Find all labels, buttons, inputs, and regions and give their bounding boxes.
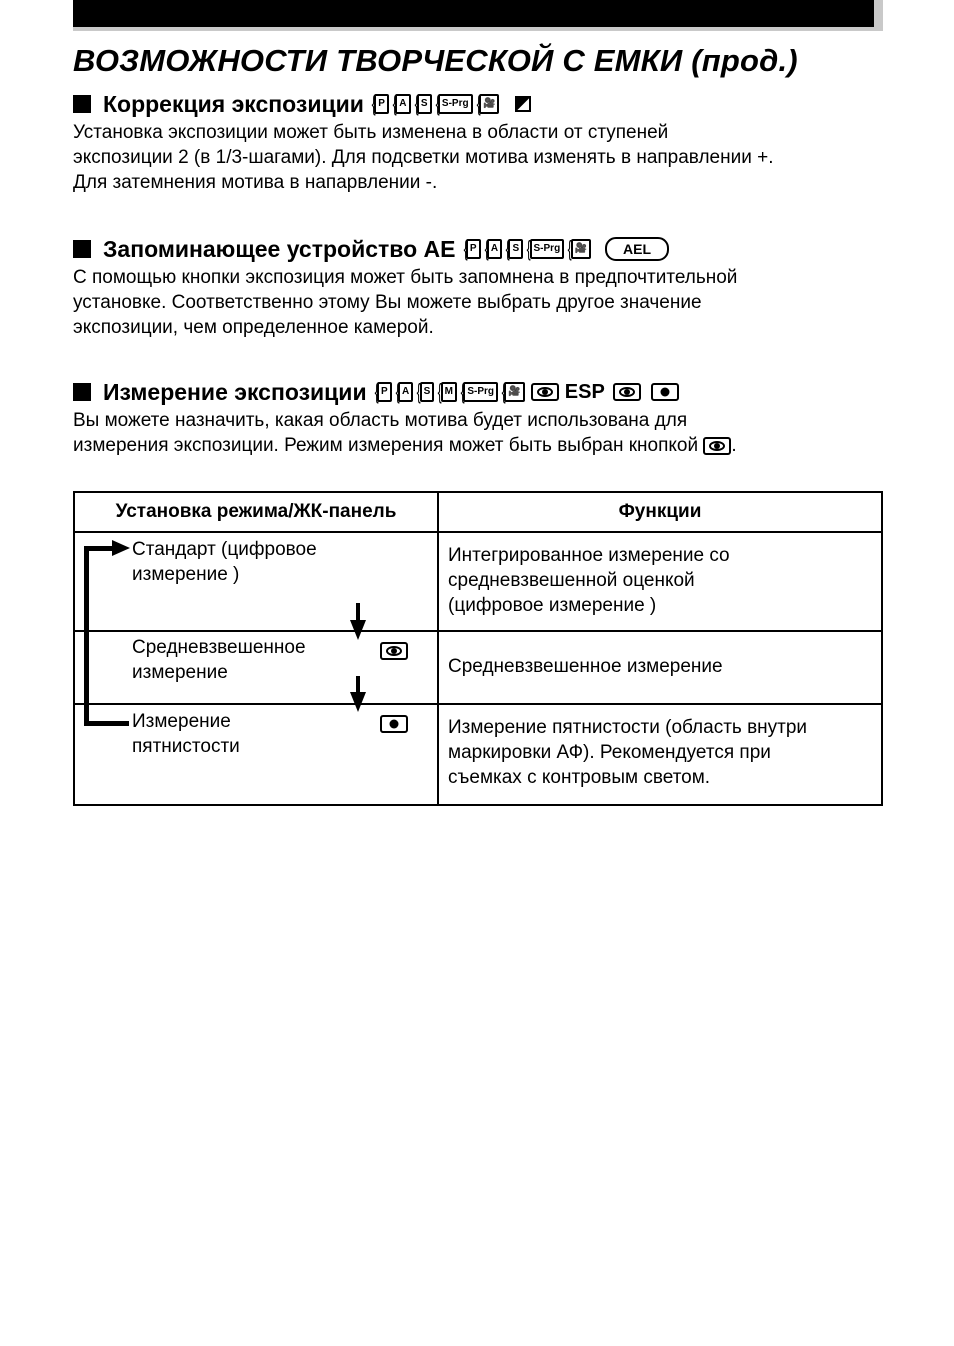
table-row <box>74 631 882 704</box>
body-line: экспозиции 2 (в 1/3-шагами). Для подсветки мотива изменять в направлении +. <box>73 147 774 168</box>
table-row <box>74 704 882 805</box>
square-bullet-icon <box>73 383 91 401</box>
mode-icons: { P { A { S { M { S-Prg { 🎥 ESP <box>373 381 689 404</box>
table-header: Установка режима/ЖК-панель <box>74 492 438 532</box>
square-bullet-icon <box>73 240 91 258</box>
mode-p-icon: P <box>374 94 389 114</box>
function-line: (цифровое измерение ) <box>448 595 657 616</box>
function-line: маркировки АФ). Рекомендуется при <box>448 742 771 763</box>
mode-p-icon: P <box>377 382 392 402</box>
center-weighted-metering-icon <box>613 383 641 401</box>
body-line: Установка экспозиции может быть изменена в области от ступеней <box>73 122 669 143</box>
setting-line: измерение ) <box>132 564 240 585</box>
movie-icon: 🎥 <box>479 94 499 114</box>
mode-s-prg-icon: S-Prg <box>438 94 473 114</box>
function-line: средневзвешенной оценкой <box>448 570 695 591</box>
movie-icon: 🎥 <box>504 382 524 402</box>
table-header: Функции <box>438 492 882 532</box>
section-ae-lock <box>73 234 883 340</box>
cycle-arrow-head-icon <box>112 540 130 556</box>
section-title: Измерение экспозиции <box>103 378 367 405</box>
setting-line: измерение <box>132 662 228 683</box>
table-row <box>74 532 882 631</box>
metering-table <box>73 491 883 806</box>
mode-m-icon: M <box>441 382 457 402</box>
mode-s-icon: S <box>417 94 432 114</box>
ael-button-icon: AEL <box>605 237 669 261</box>
body-line: С помощью кнопки экспозиция может быть запомнена в предпочтительной <box>73 267 738 288</box>
setting-line: Измерение <box>132 711 231 732</box>
spot-metering-icon <box>651 383 679 401</box>
body-line: Вы можете назначить, какая область мотива будет использована для <box>73 410 688 431</box>
function-line: Интегрированное измерение со <box>448 545 730 566</box>
body-line: измерения экспозиции. Режим измерения может быть выбран кнопкой . <box>73 435 737 456</box>
mode-s-prg-icon: S-Prg <box>530 239 565 259</box>
movie-icon: 🎥 <box>571 239 591 259</box>
cycle-arrow-line <box>84 548 89 726</box>
function-line: съемках с контровым светом. <box>448 767 711 788</box>
cycle-arrow-bottom <box>84 721 129 726</box>
body-line: установке. Соответственно этому Вы можете выбрать другое значение <box>73 292 702 313</box>
mode-p-icon: P <box>466 239 481 259</box>
cycle-arrow-top <box>84 546 114 551</box>
body-line: Для затемнения мотива в напарвлении -. <box>73 172 438 193</box>
metering-button-icon <box>703 437 731 455</box>
section-metering <box>73 377 883 458</box>
mode-icons: { P { A { S { S-Prg { 🎥 <box>370 94 532 114</box>
setting-line: Стандарт (цифровое <box>132 539 317 560</box>
mode-s-icon: S <box>508 239 523 259</box>
exposure-compensation-icon <box>515 96 531 112</box>
section-title: Запоминающее устройство AE <box>103 235 456 262</box>
down-arrow-icon <box>350 620 366 640</box>
header-bar <box>73 0 874 27</box>
page-title: ВОЗМОЖНОСТИ ТВОРЧЕСКОЙ С ЕМКИ (прод.) <box>73 43 798 78</box>
setting-line: Средневзвешенное <box>132 637 306 658</box>
spot-metering-icon <box>380 715 408 733</box>
mode-s-icon: S <box>420 382 435 402</box>
function-line: Средневзвешенное измерение <box>448 656 723 677</box>
section-exposure-compensation <box>73 89 883 195</box>
mode-s-prg-icon: S-Prg <box>463 382 498 402</box>
setting-line: пятнистости <box>132 736 240 757</box>
down-arrow-icon <box>350 692 366 712</box>
mode-a-icon: A <box>395 94 410 114</box>
esp-label: ESP <box>564 380 605 403</box>
section-title: Коррекция экспозиции <box>103 90 364 117</box>
metering-button-icon <box>531 383 559 401</box>
square-bullet-icon <box>73 95 91 113</box>
header-bar-shadow-bottom <box>73 27 883 31</box>
function-line: Измерение пятнистости (область внутри <box>448 717 808 738</box>
mode-a-icon: A <box>398 382 413 402</box>
body-line: экспозиции, чем определенное камерой. <box>73 317 434 338</box>
center-weighted-metering-icon <box>380 642 408 660</box>
mode-icons: { P { A { S { S-Prg { 🎥 AEL <box>462 237 670 261</box>
mode-a-icon: A <box>487 239 502 259</box>
